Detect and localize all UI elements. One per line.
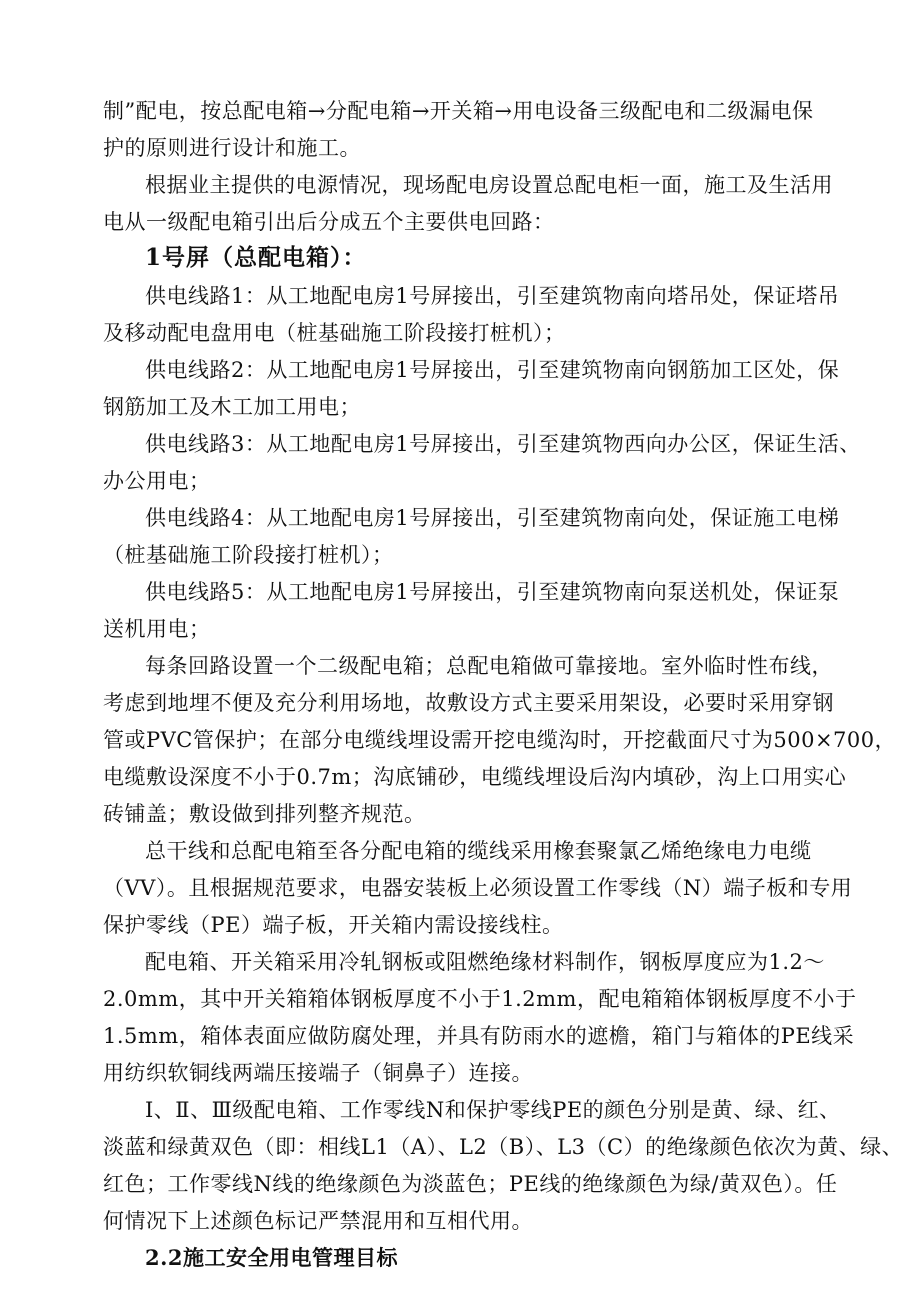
section-heading: 1号屏（总配电箱）： <box>145 244 367 271</box>
paragraph-line: 送机用电； <box>103 617 211 641</box>
paragraph-line: 考虑到地埋不便及充分利用场地，故敷设方式主要采用架设，必要时采用穿钢 <box>103 691 834 715</box>
paragraph-line: 1.5mm，箱体表面应做防腐处理，并具有防雨水的遮檐，箱门与箱体的PE线采 <box>103 1024 855 1048</box>
paragraph-line: 电缆敷设深度不小于0.7m；沟底铺砂，电缆线埋设后沟内填砂，沟上口用实心 <box>103 765 847 789</box>
paragraph-line: 供电线路1：从工地配电房1号屏接出，引至建筑物南向塔吊处，保证塔吊 <box>145 284 840 308</box>
paragraph-line: 供电线路5：从工地配电房1号屏接出，引至建筑物南向泵送机处，保证泵 <box>145 580 840 604</box>
paragraph-line: 供电线路3：从工地配电房1号屏接出，引至建筑物西向办公区，保证生活、 <box>145 432 861 456</box>
paragraph-line: 配电箱、开关箱采用冷轧钢板或阻燃绝缘材料制作，钢板厚度应为1.2～ <box>145 950 825 974</box>
paragraph-line: 红色；工作零线N线的绝缘颜色为淡蓝色；PE线的绝缘颜色为绿/黄双色）。任 <box>103 1172 838 1196</box>
paragraph-line: 淡蓝和绿黄双色（即：相线L1（A）、L2（B）、L3（C）的绝缘颜色依次为黄、绿、 <box>103 1135 904 1159</box>
paragraph-line: Ⅰ、Ⅱ、Ⅲ级配电箱、工作零线N和保护零线PE的颜色分别是黄、绿、红、 <box>145 1098 841 1122</box>
paragraph-line: 每条回路设置一个二级配电箱；总配电箱做可靠接地。室外临时性布线， <box>145 654 833 678</box>
paragraph-line: 砖铺盖；敷设做到排列整齐规范。 <box>103 802 426 826</box>
paragraph-line: 何情况下上述颜色标记严禁混用和互相代用。 <box>103 1209 533 1233</box>
paragraph-line: （VV）。且根据规范要求，电器安装板上必须设置工作零线（N）端子板和专用 <box>103 876 853 900</box>
paragraph-line: 管或PVC管保护；在部分电缆线埋设需开挖电缆沟时，开挖截面尺寸为500×700， <box>103 728 897 752</box>
paragraph-line: 总干线和总配电箱至各分配电箱的缆线采用橡套聚氯乙烯绝缘电力电缆 <box>145 839 812 863</box>
paragraph-line: 保护零线（PE）端子板，开关箱内需设接线柱。 <box>103 913 564 937</box>
paragraph-line: 供电线路4：从工地配电房1号屏接出，引至建筑物南向处，保证施工电梯 <box>145 506 840 530</box>
paragraph-line: （桩基础施工阶段接打桩机）； <box>103 543 394 567</box>
subsection-heading: 2.2施工安全用电管理目标 <box>145 1245 399 1270</box>
paragraph-line: 钢筋加工及木工加工用电； <box>103 395 361 419</box>
paragraph-line: 制”配电，按总配电箱→分配电箱→开关箱→用电设备三级配电和二级漏电保 <box>103 99 814 123</box>
paragraph-line: 供电线路2：从工地配电房1号屏接出，引至建筑物南向钢筋加工区处，保 <box>145 358 840 382</box>
paragraph-line: 用纺织软铜线两端压接端子（铜鼻子）连接。 <box>103 1061 533 1085</box>
paragraph-line: 及移动配电盘用电（桩基础施工阶段接打桩机）； <box>103 321 566 345</box>
paragraph-line: 办公用电； <box>103 469 211 493</box>
paragraph-line: 护的原则进行设计和施工。 <box>103 136 361 160</box>
paragraph-line: 2.0mm，其中开关箱箱体钢板厚度不小于1.2mm，配电箱箱体钢板厚度不小于 <box>103 987 857 1011</box>
paragraph-line: 根据业主提供的电源情况，现场配电房设置总配电柜一面，施工及生活用 <box>145 173 833 197</box>
paragraph-line: 电从一级配电箱引出后分成五个主要供电回路： <box>103 210 555 234</box>
